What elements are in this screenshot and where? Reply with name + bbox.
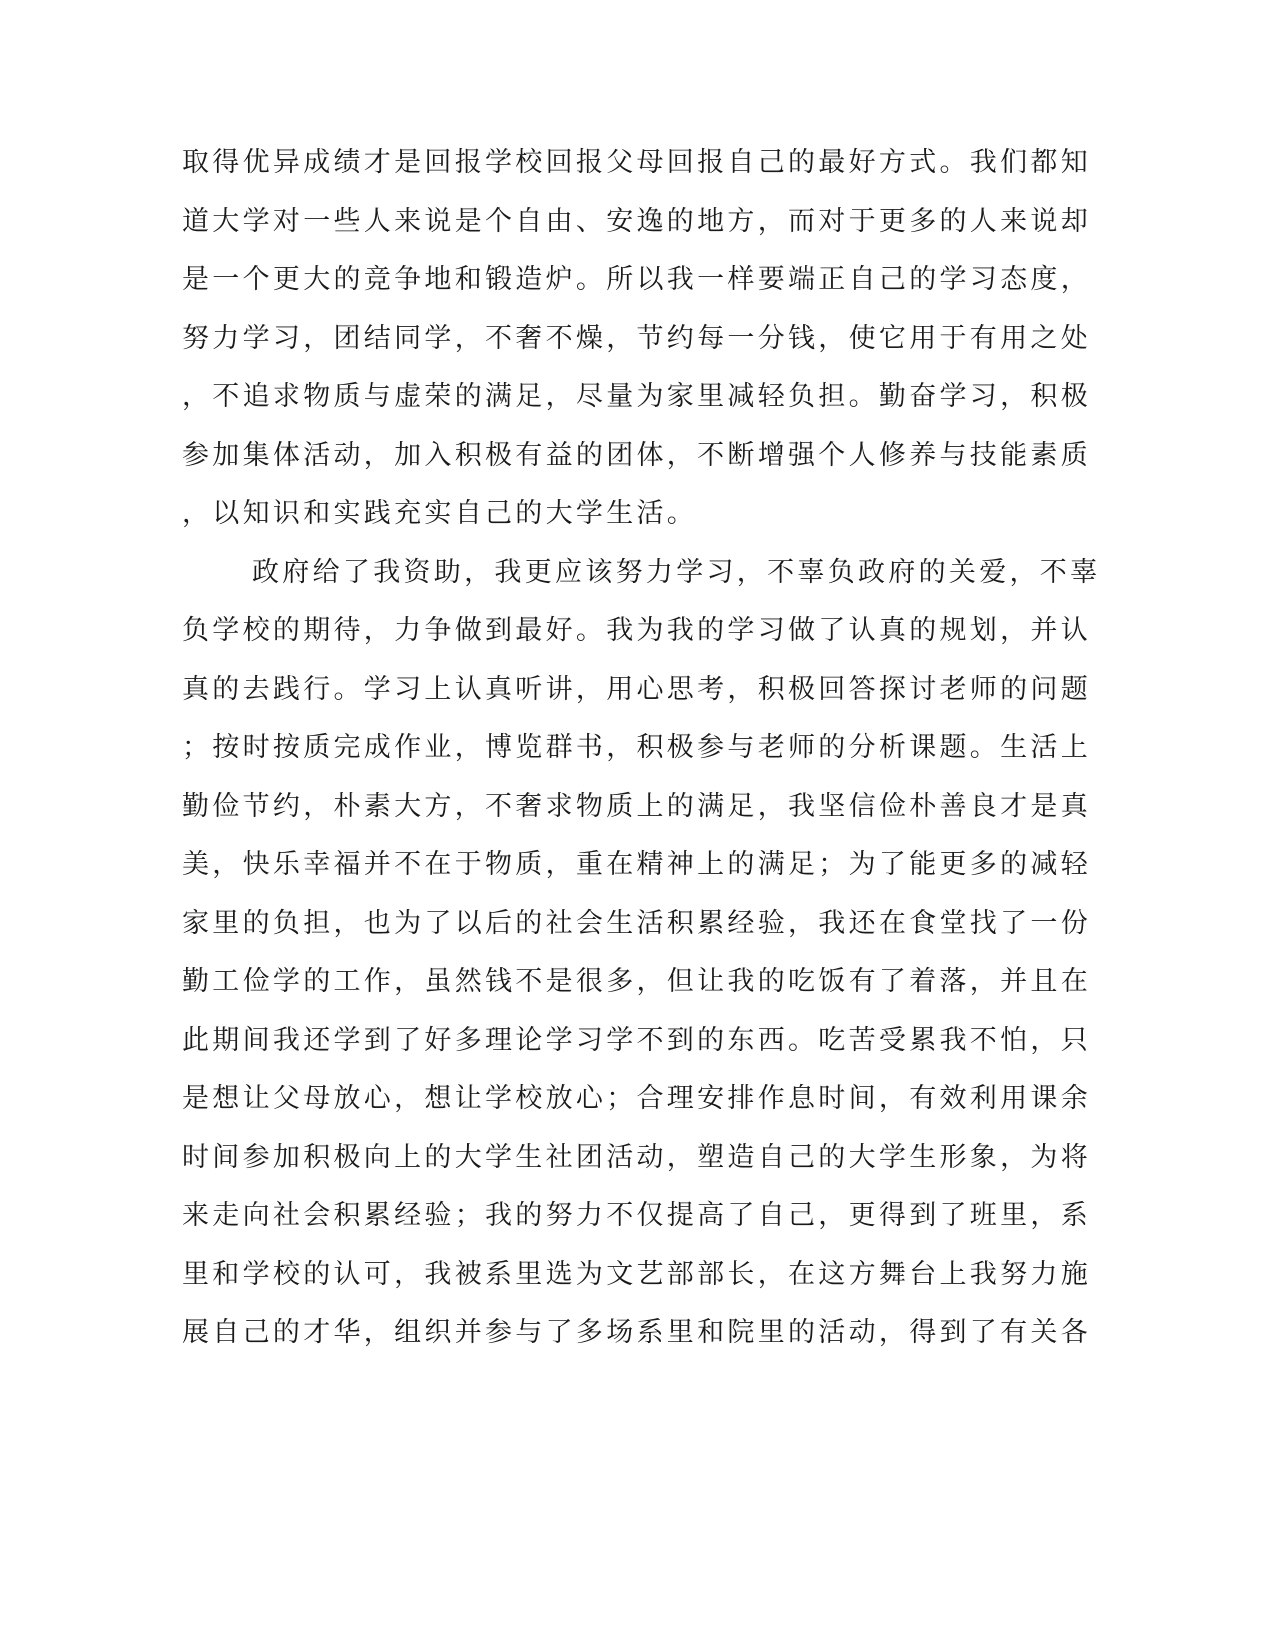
paragraph-1 (182, 134, 1091, 544)
text-line: 负学校的期待，力争做到最好。我为我的学习做了认真的规划，并认 (182, 615, 1091, 646)
text-line: 此期间我还学到了好多理论学习学不到的东西。吃苦受累我不怕，只 (182, 1024, 1091, 1056)
text-line: 来走向社会积累经验；我的努力不仅提高了自己，更得到了班里，系 (182, 1200, 1091, 1231)
text-line: 取得优异成绩才是回报学校回报父母回报自己的最好方式。我们都知 (182, 147, 1091, 178)
text-line: 勤工俭学的工作，虽然钱不是很多，但让我的吃饭有了着落，并且在 (182, 966, 1091, 997)
text-line-indented: 政府给了我资助，我更应该努力学习，不辜负政府的关爱，不辜 (252, 556, 1101, 588)
text-line: 是一个更大的竞争地和锻造炉。所以我一样要端正自己的学习态度， (182, 264, 1091, 295)
text-line: ，以知识和实践充实自己的大学生活。 (182, 498, 698, 529)
text-line: 是想让父母放心，想让学校放心；合理安排作息时间，有效利用课余 (182, 1083, 1091, 1114)
text-line: 家里的负担，也为了以后的社会生活积累经验，我还在食堂找了一份 (182, 907, 1091, 939)
text-line: ；按时按质完成作业，博览群书，积极参与老师的分析课题。生活上 (182, 732, 1091, 763)
body-text (182, 134, 1101, 1363)
text-line: 勤俭节约，朴素大方，不奢求物质上的满足，我坚信俭朴善良才是真 (182, 790, 1091, 822)
text-line: 道大学对一些人来说是个自由、安逸的地方，而对于更多的人来说却 (182, 205, 1091, 237)
text-line: 努力学习，团结同学，不奢不燥，节约每一分钱，使它用于有用之处 (182, 322, 1091, 354)
text-line: 里和学校的认可，我被系里选为文艺部部长，在这方舞台上我努力施 (182, 1258, 1091, 1290)
text-line: 真的去践行。学习上认真听讲，用心思考，积极回答探讨老师的问题 (182, 673, 1091, 705)
text-line: 展自己的才华，组织并参与了多场系里和院里的活动，得到了有关各 (182, 1317, 1091, 1348)
text-line: 美，快乐幸福并不在于物质，重在精神上的满足；为了能更多的减轻 (182, 849, 1091, 880)
paragraph-2 (182, 544, 1101, 1363)
text-line: 参加集体活动，加入积极有益的团体，不断增强个人修养与技能素质 (182, 439, 1091, 471)
text-line: ，不追求物质与虚荣的满足，尽量为家里减轻负担。勤奋学习，积极 (182, 381, 1091, 412)
text-line: 时间参加积极向上的大学生社团活动，塑造自己的大学生形象，为将 (182, 1141, 1091, 1173)
